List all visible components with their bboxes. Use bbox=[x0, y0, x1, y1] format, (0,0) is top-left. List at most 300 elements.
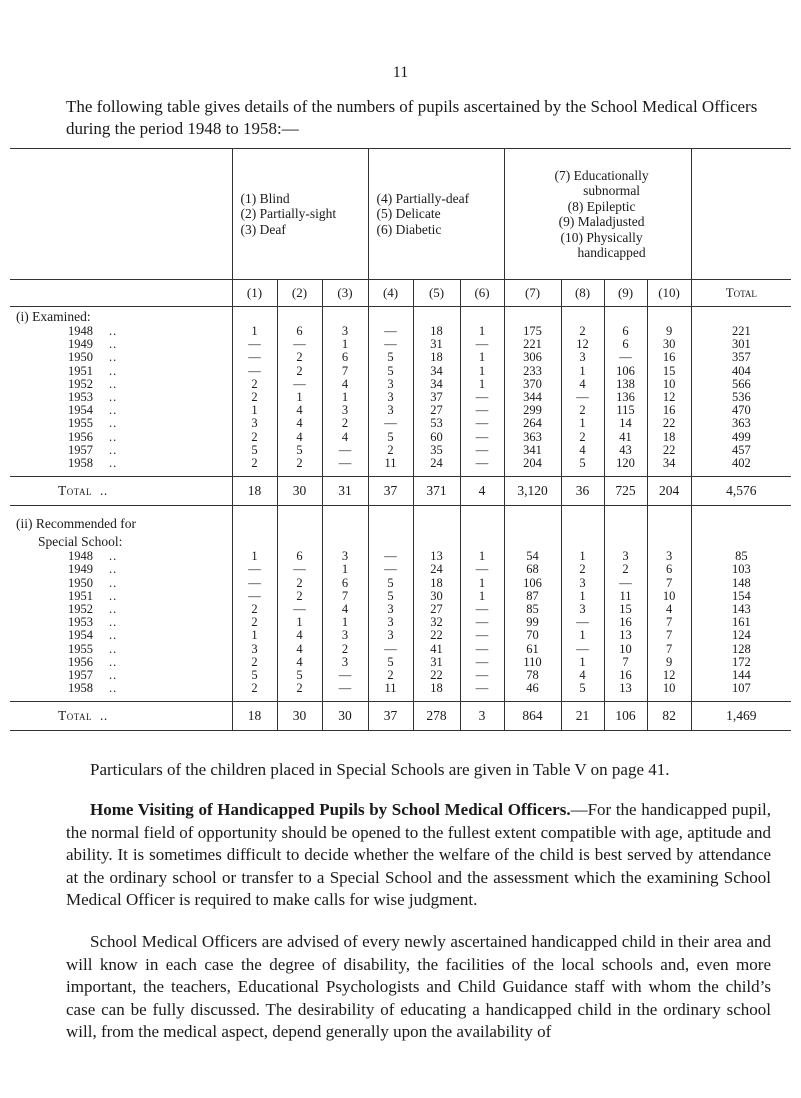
table-cell: 35 bbox=[413, 444, 460, 457]
table-cell: 3 bbox=[604, 550, 647, 563]
leader-dots: .. bbox=[109, 390, 118, 405]
table-cell: 16 bbox=[604, 616, 647, 629]
table-cell: 2 bbox=[277, 351, 322, 364]
table-cell: 22 bbox=[647, 444, 691, 457]
table-cell: 2 bbox=[322, 417, 368, 430]
spacer-cell bbox=[691, 506, 791, 515]
section-title-empty bbox=[561, 307, 604, 326]
table-cell: 5 bbox=[368, 431, 413, 444]
table-cell: — bbox=[232, 338, 277, 351]
table-cell: 2 bbox=[604, 563, 647, 576]
spacer-cell bbox=[368, 506, 413, 515]
table-cell: 301 bbox=[731, 337, 751, 352]
table-cell: 2 bbox=[232, 682, 277, 695]
table-cell: 7 bbox=[647, 629, 691, 642]
section-title-empty bbox=[322, 514, 368, 532]
leader-dots: .. bbox=[109, 602, 118, 617]
table-cell: 103 bbox=[731, 562, 751, 577]
table-cell: 1 bbox=[232, 325, 277, 338]
section-title-empty bbox=[232, 514, 277, 532]
table-cell: — bbox=[460, 417, 504, 430]
table-cell: 3 bbox=[368, 404, 413, 417]
total-cell: 30 bbox=[277, 477, 322, 506]
table-row bbox=[10, 603, 791, 616]
table-cell: 264 bbox=[504, 417, 561, 430]
table-cell: 3 bbox=[232, 417, 277, 430]
table-cell: 3 bbox=[368, 603, 413, 616]
table-cell: 5 bbox=[368, 351, 413, 364]
table-cell: 53 bbox=[413, 417, 460, 430]
table-cell: 2 bbox=[232, 616, 277, 629]
section-title-empty bbox=[647, 532, 691, 550]
section-title-empty bbox=[413, 307, 460, 326]
table-cell: 46 bbox=[504, 682, 561, 695]
table-cell: 27 bbox=[413, 404, 460, 417]
header-group-line: (5) Delicate bbox=[376, 206, 441, 222]
table-cell: 363 bbox=[504, 431, 561, 444]
row-year-cell bbox=[10, 616, 232, 629]
total-cell: 3 bbox=[460, 702, 504, 731]
table-cell: 43 bbox=[604, 444, 647, 457]
table-cell: 54 bbox=[504, 550, 561, 563]
table-cell: — bbox=[460, 431, 504, 444]
table-cell: 1 bbox=[322, 338, 368, 351]
table-cell: 204 bbox=[504, 457, 561, 470]
table-cell: 3 bbox=[647, 550, 691, 563]
total-cell: 18 bbox=[232, 477, 277, 506]
header-group-line: (10) Physically bbox=[560, 229, 643, 245]
table-cell: 6 bbox=[604, 338, 647, 351]
section-title-empty bbox=[604, 532, 647, 550]
table-cell: 106 bbox=[604, 365, 647, 378]
total-label: Total bbox=[58, 708, 93, 724]
table-cell: 3 bbox=[368, 616, 413, 629]
table-cell: 1 bbox=[460, 378, 504, 391]
section-title-empty bbox=[691, 307, 791, 326]
table-cell: 457 bbox=[731, 442, 751, 457]
table-cell: 6 bbox=[277, 325, 322, 338]
row-year-cell bbox=[10, 603, 232, 616]
table-cell: 1 bbox=[460, 325, 504, 338]
leader-dots: .. bbox=[109, 654, 118, 669]
header-group-line: (6) Diabetic bbox=[376, 221, 442, 237]
table-cell: 1 bbox=[322, 391, 368, 404]
table-cell: 175 bbox=[504, 325, 561, 338]
section-title-empty bbox=[368, 514, 413, 532]
total-cell: 36 bbox=[561, 477, 604, 506]
table-cell: — bbox=[604, 577, 647, 590]
table-row bbox=[10, 351, 791, 364]
table-cell: — bbox=[561, 391, 604, 404]
header-group-3 bbox=[504, 149, 691, 280]
total-row bbox=[10, 702, 791, 731]
table-cell: 1 bbox=[460, 550, 504, 563]
home-visiting-heading: Home Visiting of Handicapped Pupils by School Medical Officers. bbox=[90, 800, 571, 819]
row-year-cell bbox=[10, 669, 232, 682]
section-title-empty bbox=[368, 307, 413, 326]
table-cell: 6 bbox=[322, 577, 368, 590]
header-group-line: (9) Maladjusted bbox=[558, 214, 645, 229]
table-cell: 2 bbox=[277, 457, 322, 470]
intro-text: The following table gives details of the numbers of pupils ascertained by the School Medical Officers during the period 1948 to 1958:— bbox=[66, 97, 758, 138]
table-cell: 536 bbox=[731, 390, 751, 405]
table-cell: 37 bbox=[413, 391, 460, 404]
spacer-cell bbox=[504, 506, 561, 515]
paragraph-home-visiting bbox=[66, 799, 771, 912]
table-cell: — bbox=[460, 563, 504, 576]
table-cell: 41 bbox=[604, 431, 647, 444]
table-row bbox=[10, 590, 791, 603]
table-row bbox=[10, 577, 791, 590]
table-cell: — bbox=[277, 603, 322, 616]
table-cell: 15 bbox=[647, 365, 691, 378]
column-number: (1) bbox=[232, 280, 277, 307]
row-year: 1952 bbox=[68, 376, 93, 391]
total-cell: 21 bbox=[561, 702, 604, 731]
table-cell: 2 bbox=[561, 325, 604, 338]
table-cell: 22 bbox=[647, 417, 691, 430]
total-cell: 204 bbox=[647, 477, 691, 506]
table-cell: 4 bbox=[277, 417, 322, 430]
table-cell: 60 bbox=[413, 431, 460, 444]
section-title-row bbox=[10, 514, 791, 532]
table-cell: 107 bbox=[731, 681, 751, 696]
table-cell: — bbox=[322, 444, 368, 457]
table-row bbox=[10, 629, 791, 642]
total-cell: 82 bbox=[647, 702, 691, 731]
table-cell: 31 bbox=[413, 338, 460, 351]
table-cell: 5 bbox=[277, 669, 322, 682]
table-cell: 2 bbox=[368, 669, 413, 682]
table-cell: 1 bbox=[561, 365, 604, 378]
row-year-cell bbox=[10, 417, 232, 430]
table-cell: 1 bbox=[322, 616, 368, 629]
section-title-empty bbox=[277, 532, 322, 550]
row-year: 1949 bbox=[68, 337, 93, 352]
column-number: (7) bbox=[504, 280, 561, 307]
row-year-cell bbox=[10, 457, 232, 470]
section-title-empty bbox=[460, 532, 504, 550]
row-year: 1954 bbox=[68, 628, 93, 643]
table-cell: 5 bbox=[368, 590, 413, 603]
table-cell: 27 bbox=[413, 603, 460, 616]
table-cell: 1 bbox=[561, 629, 604, 642]
table-cell: 3 bbox=[322, 550, 368, 563]
total-cell: 278 bbox=[413, 702, 460, 731]
pupils-table bbox=[10, 148, 791, 731]
section-title-empty bbox=[322, 307, 368, 326]
table-cell: 24 bbox=[413, 563, 460, 576]
table-cell: 4 bbox=[322, 603, 368, 616]
section-title-empty bbox=[504, 532, 561, 550]
leader-dots: .. bbox=[109, 668, 118, 683]
row-year: 1955 bbox=[68, 416, 93, 431]
spacer-cell bbox=[322, 506, 368, 515]
table-cell: 70 bbox=[504, 629, 561, 642]
header-group-line: (8) Epileptic bbox=[567, 198, 636, 214]
table-cell: 34 bbox=[413, 378, 460, 391]
table-cell: — bbox=[232, 577, 277, 590]
table-cell: — bbox=[368, 550, 413, 563]
table-cell: 12 bbox=[647, 669, 691, 682]
table-cell: 1 bbox=[561, 417, 604, 430]
leader-dots: .. bbox=[109, 350, 118, 365]
total-cell: 106 bbox=[604, 702, 647, 731]
row-year: 1950 bbox=[68, 350, 93, 365]
table-cell: 2 bbox=[561, 431, 604, 444]
table-cell: — bbox=[460, 338, 504, 351]
leader-dots: .. bbox=[109, 324, 118, 338]
leader-dots: .. bbox=[109, 456, 118, 471]
header-group-line: (4) Partially-deaf bbox=[376, 190, 470, 206]
table-cell: 1 bbox=[232, 550, 277, 563]
table-cell: 143 bbox=[731, 602, 751, 617]
table-cell: 4 bbox=[277, 656, 322, 669]
leader-dots: .. bbox=[109, 681, 118, 696]
table-cell: 68 bbox=[504, 563, 561, 576]
table-cell: 128 bbox=[731, 641, 751, 656]
table-cell: 2 bbox=[277, 590, 322, 603]
table-cell: 22 bbox=[413, 669, 460, 682]
header-group-line: subnormal bbox=[583, 183, 641, 198]
row-year-cell bbox=[10, 563, 232, 576]
table-cell: 1 bbox=[322, 563, 368, 576]
section-title-empty bbox=[277, 307, 322, 326]
spacer-cell bbox=[604, 506, 647, 515]
row-year: 1953 bbox=[68, 390, 93, 405]
table-cell: 470 bbox=[731, 403, 751, 418]
table-cell: 10 bbox=[647, 682, 691, 695]
table-cell: 370 bbox=[504, 378, 561, 391]
table-cell: 357 bbox=[731, 350, 751, 365]
section-title: Special School: bbox=[10, 532, 232, 550]
section-spacer bbox=[10, 506, 791, 515]
table-cell: 7 bbox=[647, 616, 691, 629]
table-cell: 30 bbox=[413, 590, 460, 603]
table-cell: 1 bbox=[277, 616, 322, 629]
table-cell: 144 bbox=[731, 668, 751, 683]
table-cell: 87 bbox=[504, 590, 561, 603]
table-cell: 404 bbox=[731, 363, 751, 378]
paragraph-particulars: Particulars of the children placed in Special Schools are given in Table V on page 41. bbox=[90, 760, 670, 779]
header-group-row bbox=[10, 149, 791, 280]
page-number: 11 bbox=[392, 64, 409, 81]
table-cell: 124 bbox=[731, 628, 751, 643]
section-title-empty bbox=[604, 514, 647, 532]
header-group-1 bbox=[232, 149, 368, 280]
table-cell: 32 bbox=[413, 616, 460, 629]
table-cell: — bbox=[460, 682, 504, 695]
table-cell: — bbox=[368, 643, 413, 656]
table-cell: — bbox=[561, 616, 604, 629]
table-cell: 1 bbox=[232, 404, 277, 417]
table-cell: 16 bbox=[604, 669, 647, 682]
table-row bbox=[10, 643, 791, 656]
section-title-empty bbox=[232, 307, 277, 326]
leader-dots: .. bbox=[109, 562, 118, 577]
row-year: 1956 bbox=[68, 654, 93, 669]
table-cell: 18 bbox=[413, 682, 460, 695]
row-year-cell bbox=[10, 404, 232, 417]
table-cell: 148 bbox=[731, 575, 751, 590]
total-cell: 4,576 bbox=[691, 477, 791, 506]
table-cell: 2 bbox=[232, 378, 277, 391]
row-year: 1954 bbox=[68, 403, 93, 418]
table-cell: 13 bbox=[413, 550, 460, 563]
table-cell: — bbox=[368, 417, 413, 430]
table-cell: 1 bbox=[561, 656, 604, 669]
table-cell: 7 bbox=[647, 643, 691, 656]
table-cell: — bbox=[232, 365, 277, 378]
row-year-cell bbox=[10, 577, 232, 590]
table-cell: 4 bbox=[561, 378, 604, 391]
table-cell: 30 bbox=[647, 338, 691, 351]
table-cell: 1 bbox=[460, 365, 504, 378]
table-cell: 4 bbox=[561, 669, 604, 682]
table-cell: 221 bbox=[731, 324, 751, 338]
table-row bbox=[10, 616, 791, 629]
table-cell: 11 bbox=[368, 682, 413, 695]
table-cell: 18 bbox=[413, 351, 460, 364]
table-cell: — bbox=[322, 457, 368, 470]
table-cell: — bbox=[604, 351, 647, 364]
column-number: (4) bbox=[368, 280, 413, 307]
table-cell: 6 bbox=[604, 325, 647, 338]
table-cell: 4 bbox=[322, 431, 368, 444]
table-cell: 402 bbox=[731, 456, 751, 471]
column-number: (6) bbox=[460, 280, 504, 307]
table-cell: — bbox=[460, 629, 504, 642]
section-title-empty bbox=[413, 532, 460, 550]
table-cell: 4 bbox=[277, 404, 322, 417]
section-title-empty bbox=[691, 532, 791, 550]
table-cell: 233 bbox=[504, 365, 561, 378]
row-year: 1953 bbox=[68, 615, 93, 630]
table-cell: 12 bbox=[647, 391, 691, 404]
table-row bbox=[10, 417, 791, 430]
table-cell: 2 bbox=[277, 365, 322, 378]
table-cell: 2 bbox=[322, 643, 368, 656]
row-year-cell bbox=[10, 338, 232, 351]
paragraph-advice: School Medical Officers are advised of every newly ascertained handicapped child in their area and will know in each case the degree of disability, the facilities of the local schools and, even more important, the teachers, Educational Psychologists and Child Guidance staff with whom the child’s case can be fully discussed. The desirability of educating a handicapped child in the ordinary school will, from the medical aspect, depend generally upon the availability of bbox=[66, 932, 771, 1041]
leader-dots: .. bbox=[109, 403, 118, 418]
leader-dots: .. bbox=[109, 442, 118, 457]
table-cell: 6 bbox=[322, 351, 368, 364]
table-cell: 2 bbox=[277, 682, 322, 695]
table-cell: 11 bbox=[368, 457, 413, 470]
table-cell: 138 bbox=[604, 378, 647, 391]
table-cell: 3 bbox=[322, 325, 368, 338]
spacer-cell bbox=[647, 506, 691, 515]
table-row bbox=[10, 431, 791, 444]
section-title-empty bbox=[691, 514, 791, 532]
table-cell: 2 bbox=[232, 431, 277, 444]
row-year-cell bbox=[10, 590, 232, 603]
table-cell: — bbox=[368, 325, 413, 338]
section-title-row bbox=[10, 307, 791, 326]
table-cell: 1 bbox=[561, 590, 604, 603]
table-row bbox=[10, 682, 791, 695]
section-title-empty bbox=[647, 514, 691, 532]
table-cell: 24 bbox=[413, 457, 460, 470]
table-cell: 2 bbox=[561, 563, 604, 576]
row-year: 1948 bbox=[68, 549, 93, 564]
table-cell: 61 bbox=[504, 643, 561, 656]
table-cell: 2 bbox=[232, 391, 277, 404]
section-title-empty bbox=[277, 514, 322, 532]
header-group-line: (1) Blind bbox=[240, 190, 290, 206]
table-cell: — bbox=[322, 669, 368, 682]
row-year: 1950 bbox=[68, 575, 93, 590]
row-year-cell bbox=[10, 629, 232, 642]
table-cell: 3 bbox=[322, 404, 368, 417]
table-cell: 7 bbox=[604, 656, 647, 669]
table-cell: — bbox=[460, 391, 504, 404]
table-cell: 9 bbox=[647, 325, 691, 338]
table-cell: 2 bbox=[232, 656, 277, 669]
section-title-empty bbox=[647, 307, 691, 326]
column-number: (2) bbox=[277, 280, 322, 307]
table-row bbox=[10, 563, 791, 576]
table-cell: 7 bbox=[322, 365, 368, 378]
leader-dots: .. bbox=[109, 363, 118, 378]
section-title: (i) Examined: bbox=[10, 307, 232, 326]
row-year: 1949 bbox=[68, 562, 93, 577]
table-cell: — bbox=[232, 590, 277, 603]
total-cell: 30 bbox=[322, 702, 368, 731]
table-cell: — bbox=[460, 643, 504, 656]
column-number: (8) bbox=[561, 280, 604, 307]
table-cell: 10 bbox=[604, 643, 647, 656]
leader-dots: .. bbox=[109, 429, 118, 444]
table-cell: 3 bbox=[322, 629, 368, 642]
table-cell: 3 bbox=[368, 629, 413, 642]
table-cell: — bbox=[277, 378, 322, 391]
section-title-empty bbox=[504, 514, 561, 532]
total-cell: 31 bbox=[322, 477, 368, 506]
table-cell: 306 bbox=[504, 351, 561, 364]
table-cell: 5 bbox=[561, 457, 604, 470]
table-cell: 1 bbox=[232, 629, 277, 642]
row-year: 1958 bbox=[68, 681, 93, 696]
table-cell: 4 bbox=[322, 378, 368, 391]
row-year-cell bbox=[10, 444, 232, 457]
table-cell: 13 bbox=[604, 682, 647, 695]
table-cell: 120 bbox=[604, 457, 647, 470]
spacer-cell bbox=[277, 506, 322, 515]
row-year: 1948 bbox=[68, 324, 93, 338]
section-title-empty bbox=[322, 532, 368, 550]
table-cell: — bbox=[368, 338, 413, 351]
table-cell: 4 bbox=[277, 431, 322, 444]
total-cell: 4 bbox=[460, 477, 504, 506]
leader-dots: .. bbox=[109, 337, 118, 352]
table-cell: 172 bbox=[731, 654, 751, 669]
table-cell: 85 bbox=[735, 549, 748, 564]
table-cell: — bbox=[460, 669, 504, 682]
table-cell: 2 bbox=[232, 457, 277, 470]
section-title-empty bbox=[561, 532, 604, 550]
leader-dots: .. bbox=[109, 376, 118, 391]
table-cell: — bbox=[368, 563, 413, 576]
section-title-empty bbox=[368, 532, 413, 550]
table-cell: 5 bbox=[232, 669, 277, 682]
table-cell: — bbox=[460, 444, 504, 457]
table-cell: 2 bbox=[561, 404, 604, 417]
table-cell: 2 bbox=[232, 603, 277, 616]
total-cell: 3,120 bbox=[504, 477, 561, 506]
row-year: 1957 bbox=[68, 668, 93, 683]
